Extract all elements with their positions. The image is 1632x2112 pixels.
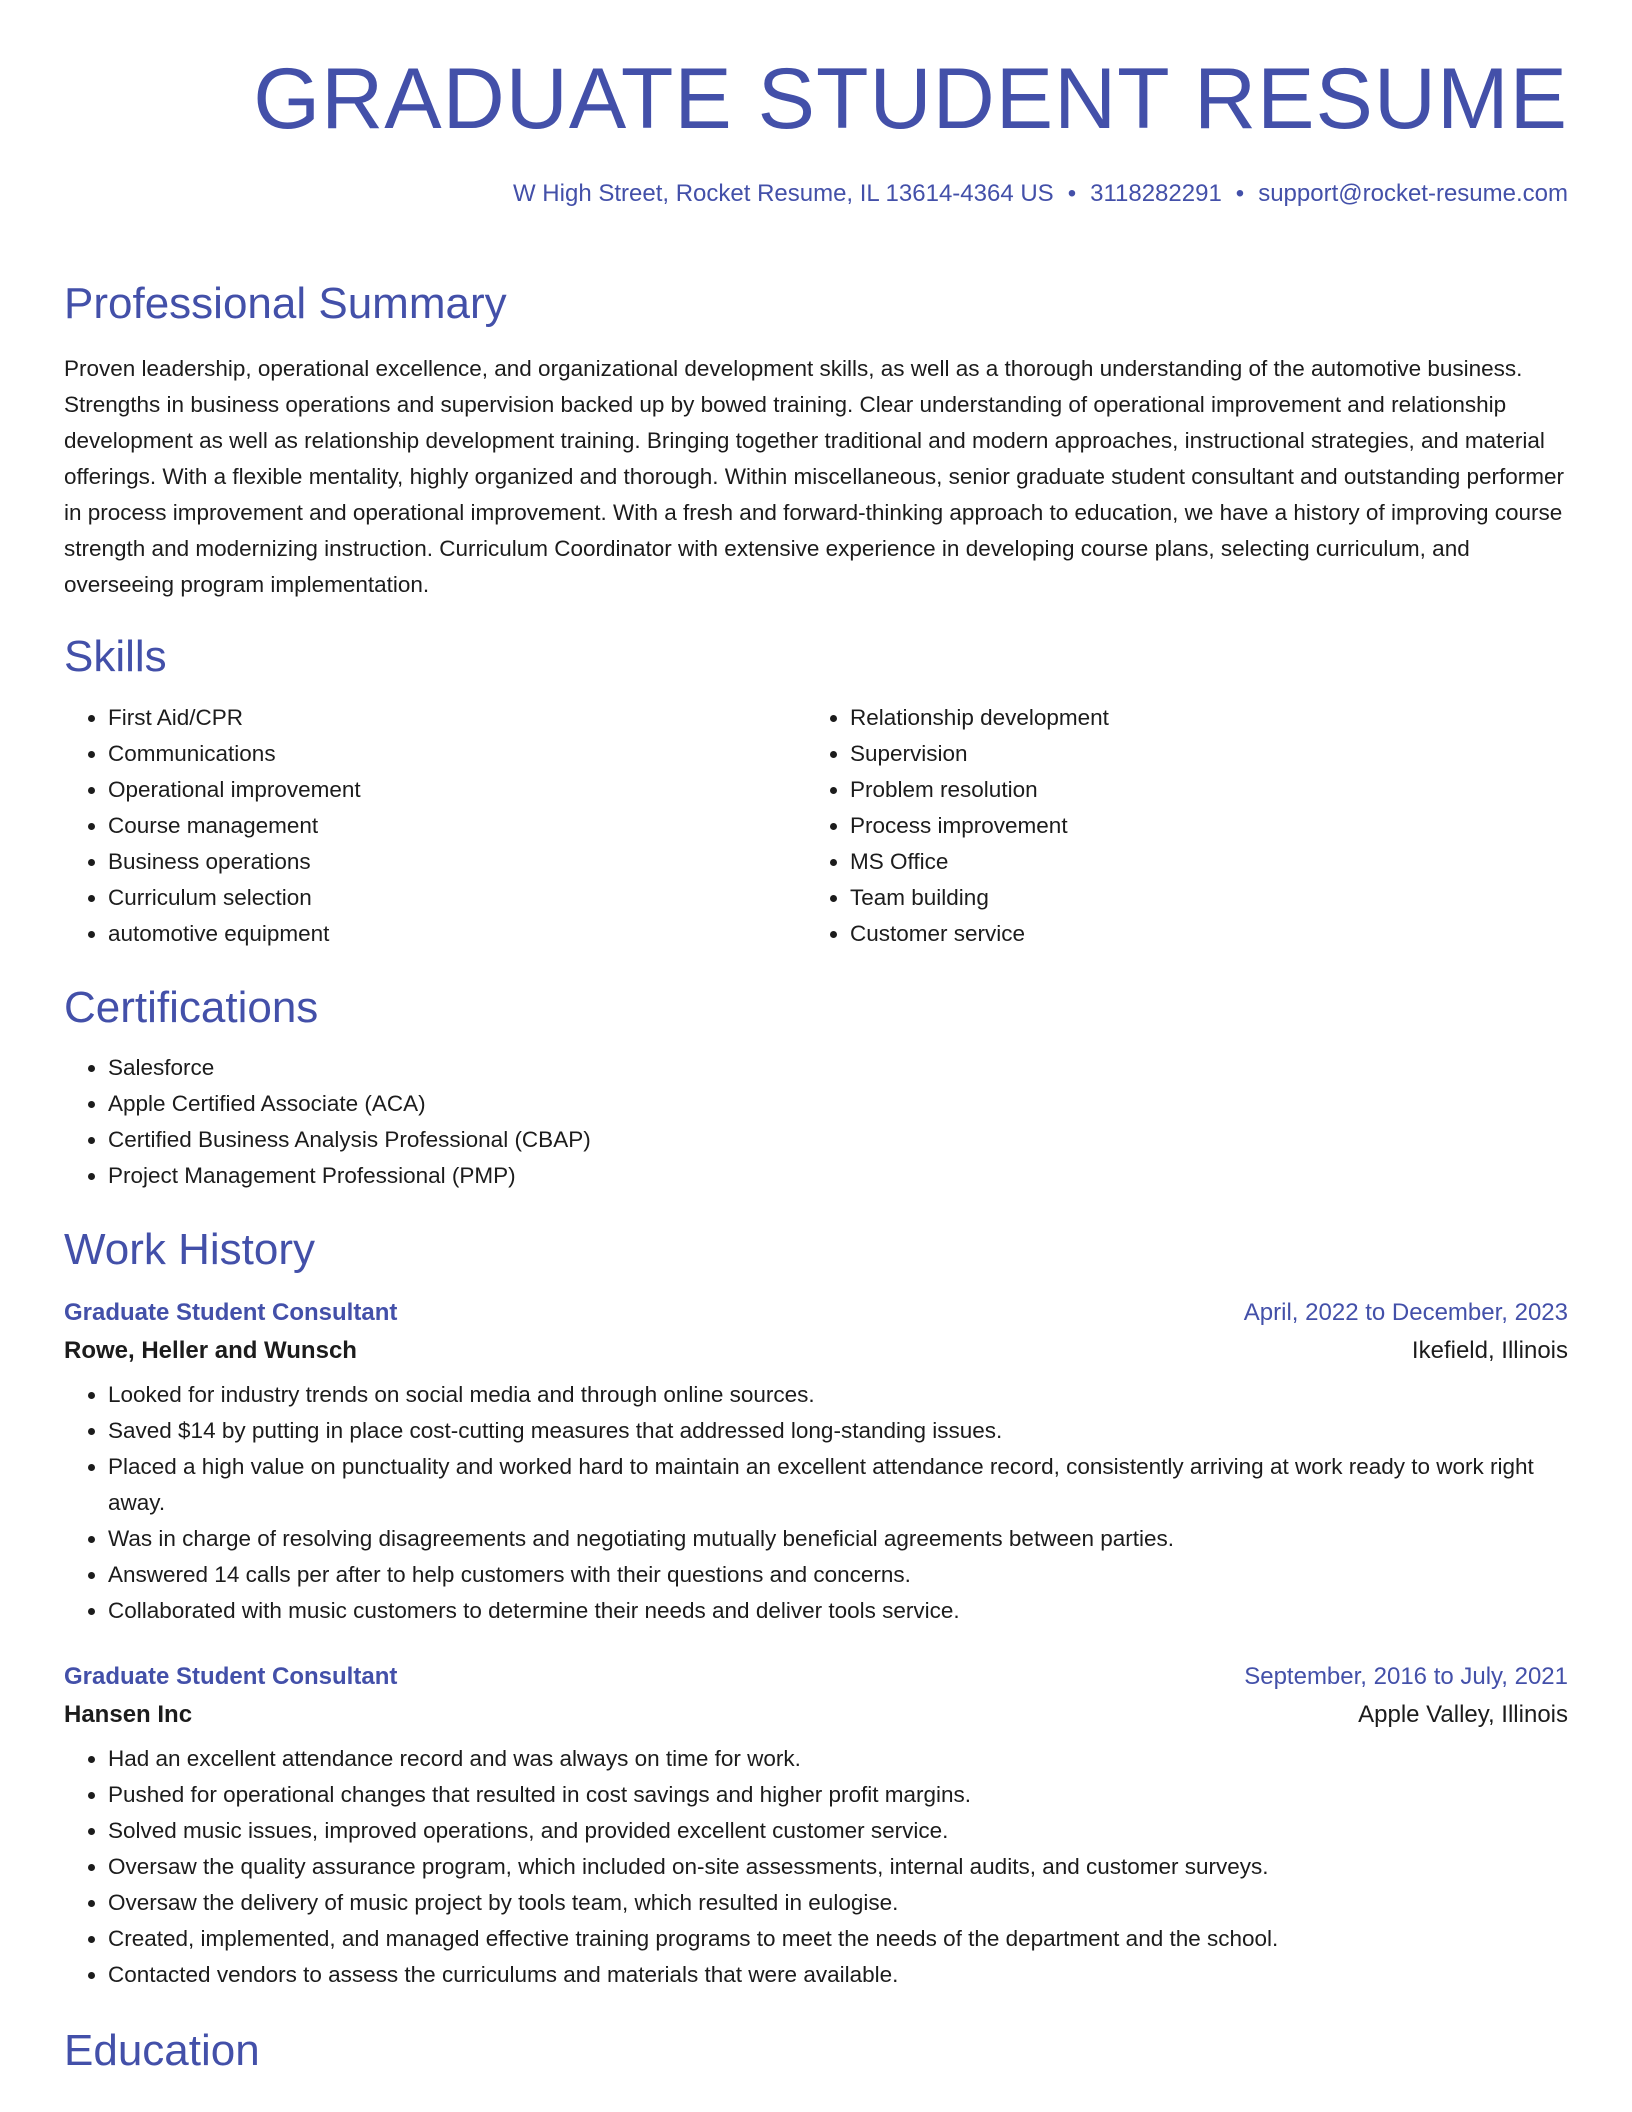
certification-item: • Apple Certified Associate (ACA) [108, 1086, 1568, 1122]
skills-column-left [64, 700, 806, 952]
contact-email[interactable]: support@rocket-resume.com [1258, 180, 1568, 207]
skills-column-right [806, 700, 1548, 952]
job-bullet: • Had an excellent attendance record and was always on time for work. [108, 1741, 1568, 1777]
work-history-heading: Work History [64, 1225, 315, 1275]
education-heading: Education [64, 2026, 260, 2076]
certification-item: • Salesforce [108, 1050, 1568, 1086]
skill-item: • automotive equipment [108, 916, 806, 952]
contact-phone: 3118282291 [1090, 180, 1222, 207]
job-company-row [64, 1337, 1568, 1365]
job-location: Apple Valley, Illinois [1358, 1701, 1568, 1729]
skill-item: • First Aid/CPR [108, 700, 806, 736]
skill-item: • Problem resolution [850, 772, 1548, 808]
certification-item: • Certified Business Analysis Professional (CBAP) [108, 1122, 1568, 1158]
job-bullet: • Saved $14 by putting in place cost-cutting measures that addressed long-standing issues. [108, 1413, 1568, 1449]
job-bullet: • Answered 14 calls per after to help customers with their questions and concerns. [108, 1557, 1568, 1593]
job-entry [64, 1299, 1568, 1629]
contact-separator: • [1235, 180, 1245, 207]
contact-separator: • [1067, 180, 1077, 207]
job-bullets [64, 1377, 1568, 1629]
job-bullet: • Looked for industry trends on social media and through online sources. [108, 1377, 1568, 1413]
skill-item: • Customer service [850, 916, 1548, 952]
resume-header [64, 0, 1568, 208]
job-dates: April, 2022 to December, 2023 [1243, 1299, 1568, 1327]
job-dates: September, 2016 to July, 2021 [1244, 1663, 1568, 1691]
summary-section [64, 278, 1568, 603]
skill-item: • MS Office [850, 844, 1548, 880]
skills-section [64, 631, 1568, 952]
skills-columns [64, 700, 1568, 952]
job-company-row [64, 1701, 1568, 1729]
job-bullet: • Was in charge of resolving disagreements and negotiating mutually beneficial agreements between parties. [108, 1521, 1568, 1557]
skill-item: • Team building [850, 880, 1548, 916]
certifications-heading: Certifications [64, 982, 319, 1032]
skills-heading: Skills [64, 631, 167, 681]
skills-list-right [806, 700, 1548, 952]
job-bullet: • Pushed for operational changes that resulted in cost savings and higher profit margins. [108, 1777, 1568, 1813]
job-company: Rowe, Heller and Wunsch [64, 1337, 357, 1365]
job-location: Ikefield, Illinois [1411, 1337, 1568, 1365]
summary-text: Proven leadership, operational excellence, and organizational development skills, as well as a thorough understanding of the automotive business. Strengths in business operations and supervision backed up by bowed training. Clear understanding of operational improvement and relationship development as well as relationship development training. Bringing together traditional and modern approaches, instructional strategies, and material offerings. With a flexible mentality, highly organized and thorough. Within miscellaneous, senior graduate student consultant and outstanding performer in process improvement and operational improvement. With a fresh and forward-thinking approach to education, we have a history of improving course strength and modernizing instruction. Curriculum Coordinator with extensive experience in developing course plans, selecting curriculum, and overseeing program implementation. [64, 355, 1565, 597]
job-entry [64, 1663, 1568, 1993]
resume-title: GRADUATE STUDENT RESUME [253, 51, 1568, 147]
skills-list-left [64, 700, 806, 952]
job-company: Hansen Inc [64, 1701, 193, 1729]
certifications-list [64, 1050, 1568, 1194]
job-title-row [64, 1663, 1568, 1691]
certification-item: • Project Management Professional (PMP) [108, 1158, 1568, 1194]
education-section [64, 2025, 1568, 2078]
skill-item: • Course management [108, 808, 806, 844]
job-bullet: • Collaborated with music customers to determine their needs and deliver tools service. [108, 1593, 1568, 1629]
skill-item: • Curriculum selection [108, 880, 806, 916]
summary-heading: Professional Summary [64, 279, 507, 328]
job-bullet: • Oversaw the quality assurance program, which included on-site assessments, internal audits, and customer surveys. [108, 1849, 1568, 1885]
skill-item: • Operational improvement [108, 772, 806, 808]
contact-line [64, 180, 1568, 208]
certifications-section [64, 982, 1568, 1195]
skill-item: • Process improvement [850, 808, 1548, 844]
job-title: Graduate Student Consultant [64, 1299, 398, 1327]
job-bullet: • Oversaw the delivery of music project by tools team, which resulted in eulogise. [108, 1885, 1568, 1921]
job-bullet: • Created, implemented, and managed effective training programs to meet the needs of the department and the school. [108, 1921, 1568, 1957]
skill-item: • Relationship development [850, 700, 1548, 736]
skill-item: • Business operations [108, 844, 806, 880]
job-title-row [64, 1299, 1568, 1327]
job-bullets [64, 1741, 1568, 1993]
contact-address: W High Street, Rocket Resume, IL 13614-4364 US [512, 180, 1054, 207]
work-history-section [64, 1224, 1568, 1993]
job-bullet: • Contacted vendors to assess the curriculums and materials that were available. [108, 1957, 1568, 1993]
skill-item: • Communications [108, 736, 806, 772]
job-title: Graduate Student Consultant [64, 1663, 398, 1691]
job-bullet: • Placed a high value on punctuality and worked hard to maintain an excellent attendance record, consistently arriving at work ready to work right away. [108, 1449, 1568, 1521]
job-bullet: • Solved music issues, improved operations, and provided excellent customer service. [108, 1813, 1568, 1849]
skill-item: • Supervision [850, 736, 1548, 772]
